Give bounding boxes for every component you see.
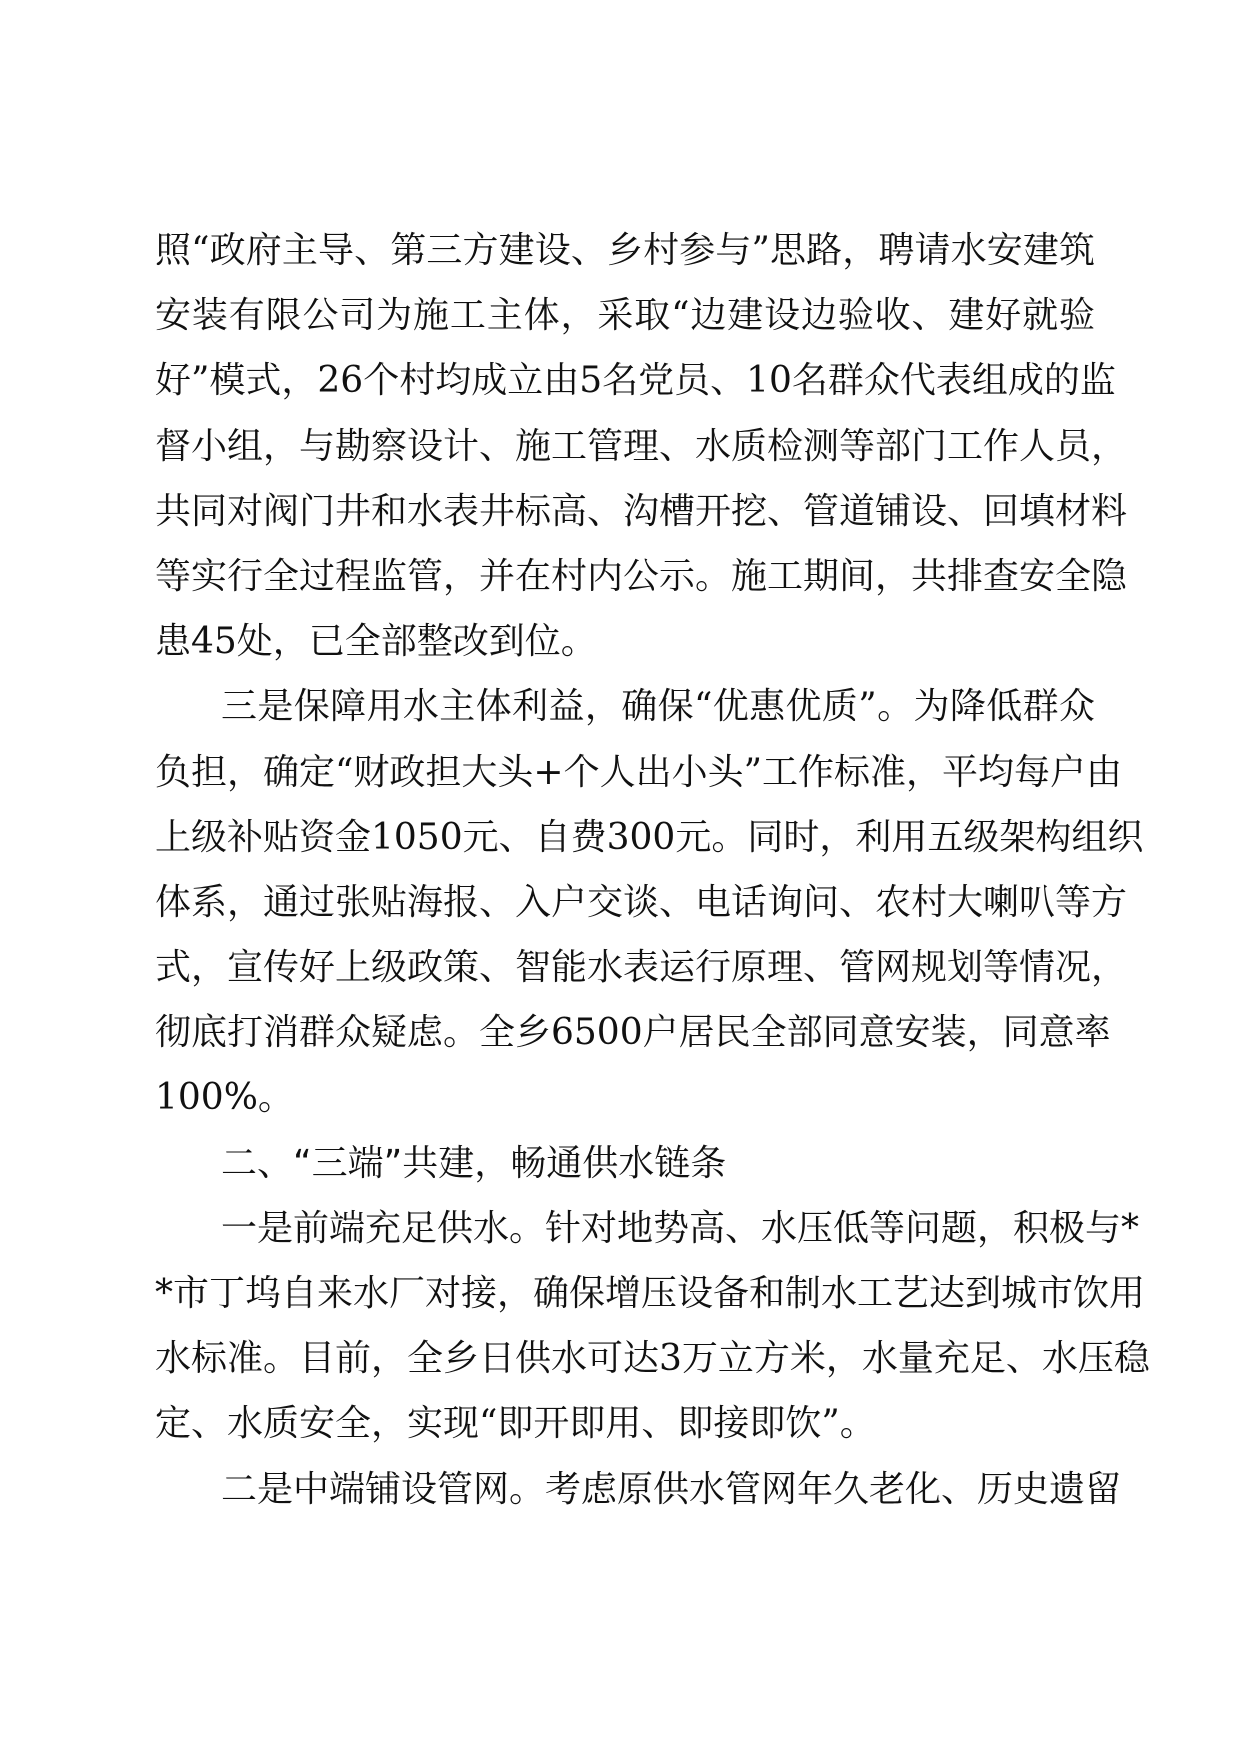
- text-line: 100%。: [155, 1077, 294, 1119]
- document-body: [155, 218, 1150, 1522]
- text-line: 彻底打消群众疑虑。全乡6500户居民全部同意安装，同意率: [155, 1012, 1111, 1054]
- text-line: 式，宣传好上级政策、智能水表运行原理、管网规划等情况，: [155, 947, 1128, 989]
- text-line: 上级补贴资金1050元、自费300元。同时，利用五级架构组织: [155, 816, 1144, 858]
- paragraph-mid-end-network: [155, 1457, 1122, 1522]
- text-line: 水标准。目前，全乡日供水可达3万立方米，水量充足、水压稳: [155, 1338, 1150, 1380]
- text-line: 定、水质安全，实现“即开即用、即接即饮”。: [155, 1403, 876, 1445]
- heading-line: 二、“三端”共建，畅通供水链条: [221, 1142, 727, 1184]
- text-line: 督小组，与勘察设计、施工管理、水质检测等部门工作人员，: [155, 425, 1128, 467]
- text-line: 等实行全过程监管，并在村内公示。施工期间，共排查安全隐: [155, 555, 1128, 597]
- text-line: 二是中端铺设管网。考虑原供水管网年久老化、历史遗留: [221, 1468, 1122, 1510]
- text-line: 照“政府主导、第三方建设、乡村参与”思路，聘请水安建筑: [155, 230, 1095, 271]
- text-line: 三是保障用水主体利益，确保“优惠优质”。为降低群众: [221, 686, 1095, 728]
- paragraph-user-interests: [155, 674, 1144, 1130]
- paragraph-supervision: [155, 218, 1128, 674]
- text-line: *市丁坞自来水厂对接，确保增压设备和制水工艺达到城市饮用: [155, 1273, 1146, 1314]
- text-line: 好”模式，26个村均成立由5名党员、10名群众代表组成的监: [155, 360, 1116, 402]
- text-line: 体系，通过张贴海报、入户交谈、电话询问、农村大喇叭等方: [155, 881, 1128, 923]
- paragraph-front-end-supply: [155, 1196, 1150, 1457]
- text-line: 负担，确定“财政担大头+个人出小头”工作标准，平均每户由: [155, 751, 1122, 793]
- text-line: 安装有限公司为施工主体，采取“边建设边验收、建好就验: [155, 295, 1095, 337]
- text-line: 患45处，已全部整改到位。: [155, 621, 597, 663]
- section-heading: [155, 1131, 1095, 1196]
- text-line: 一是前端充足供水。针对地势高、水压低等问题，积极与*: [221, 1207, 1140, 1249]
- text-line: 共同对阀门井和水表井标高、沟槽开挖、管道铺设、回填材料: [155, 490, 1128, 532]
